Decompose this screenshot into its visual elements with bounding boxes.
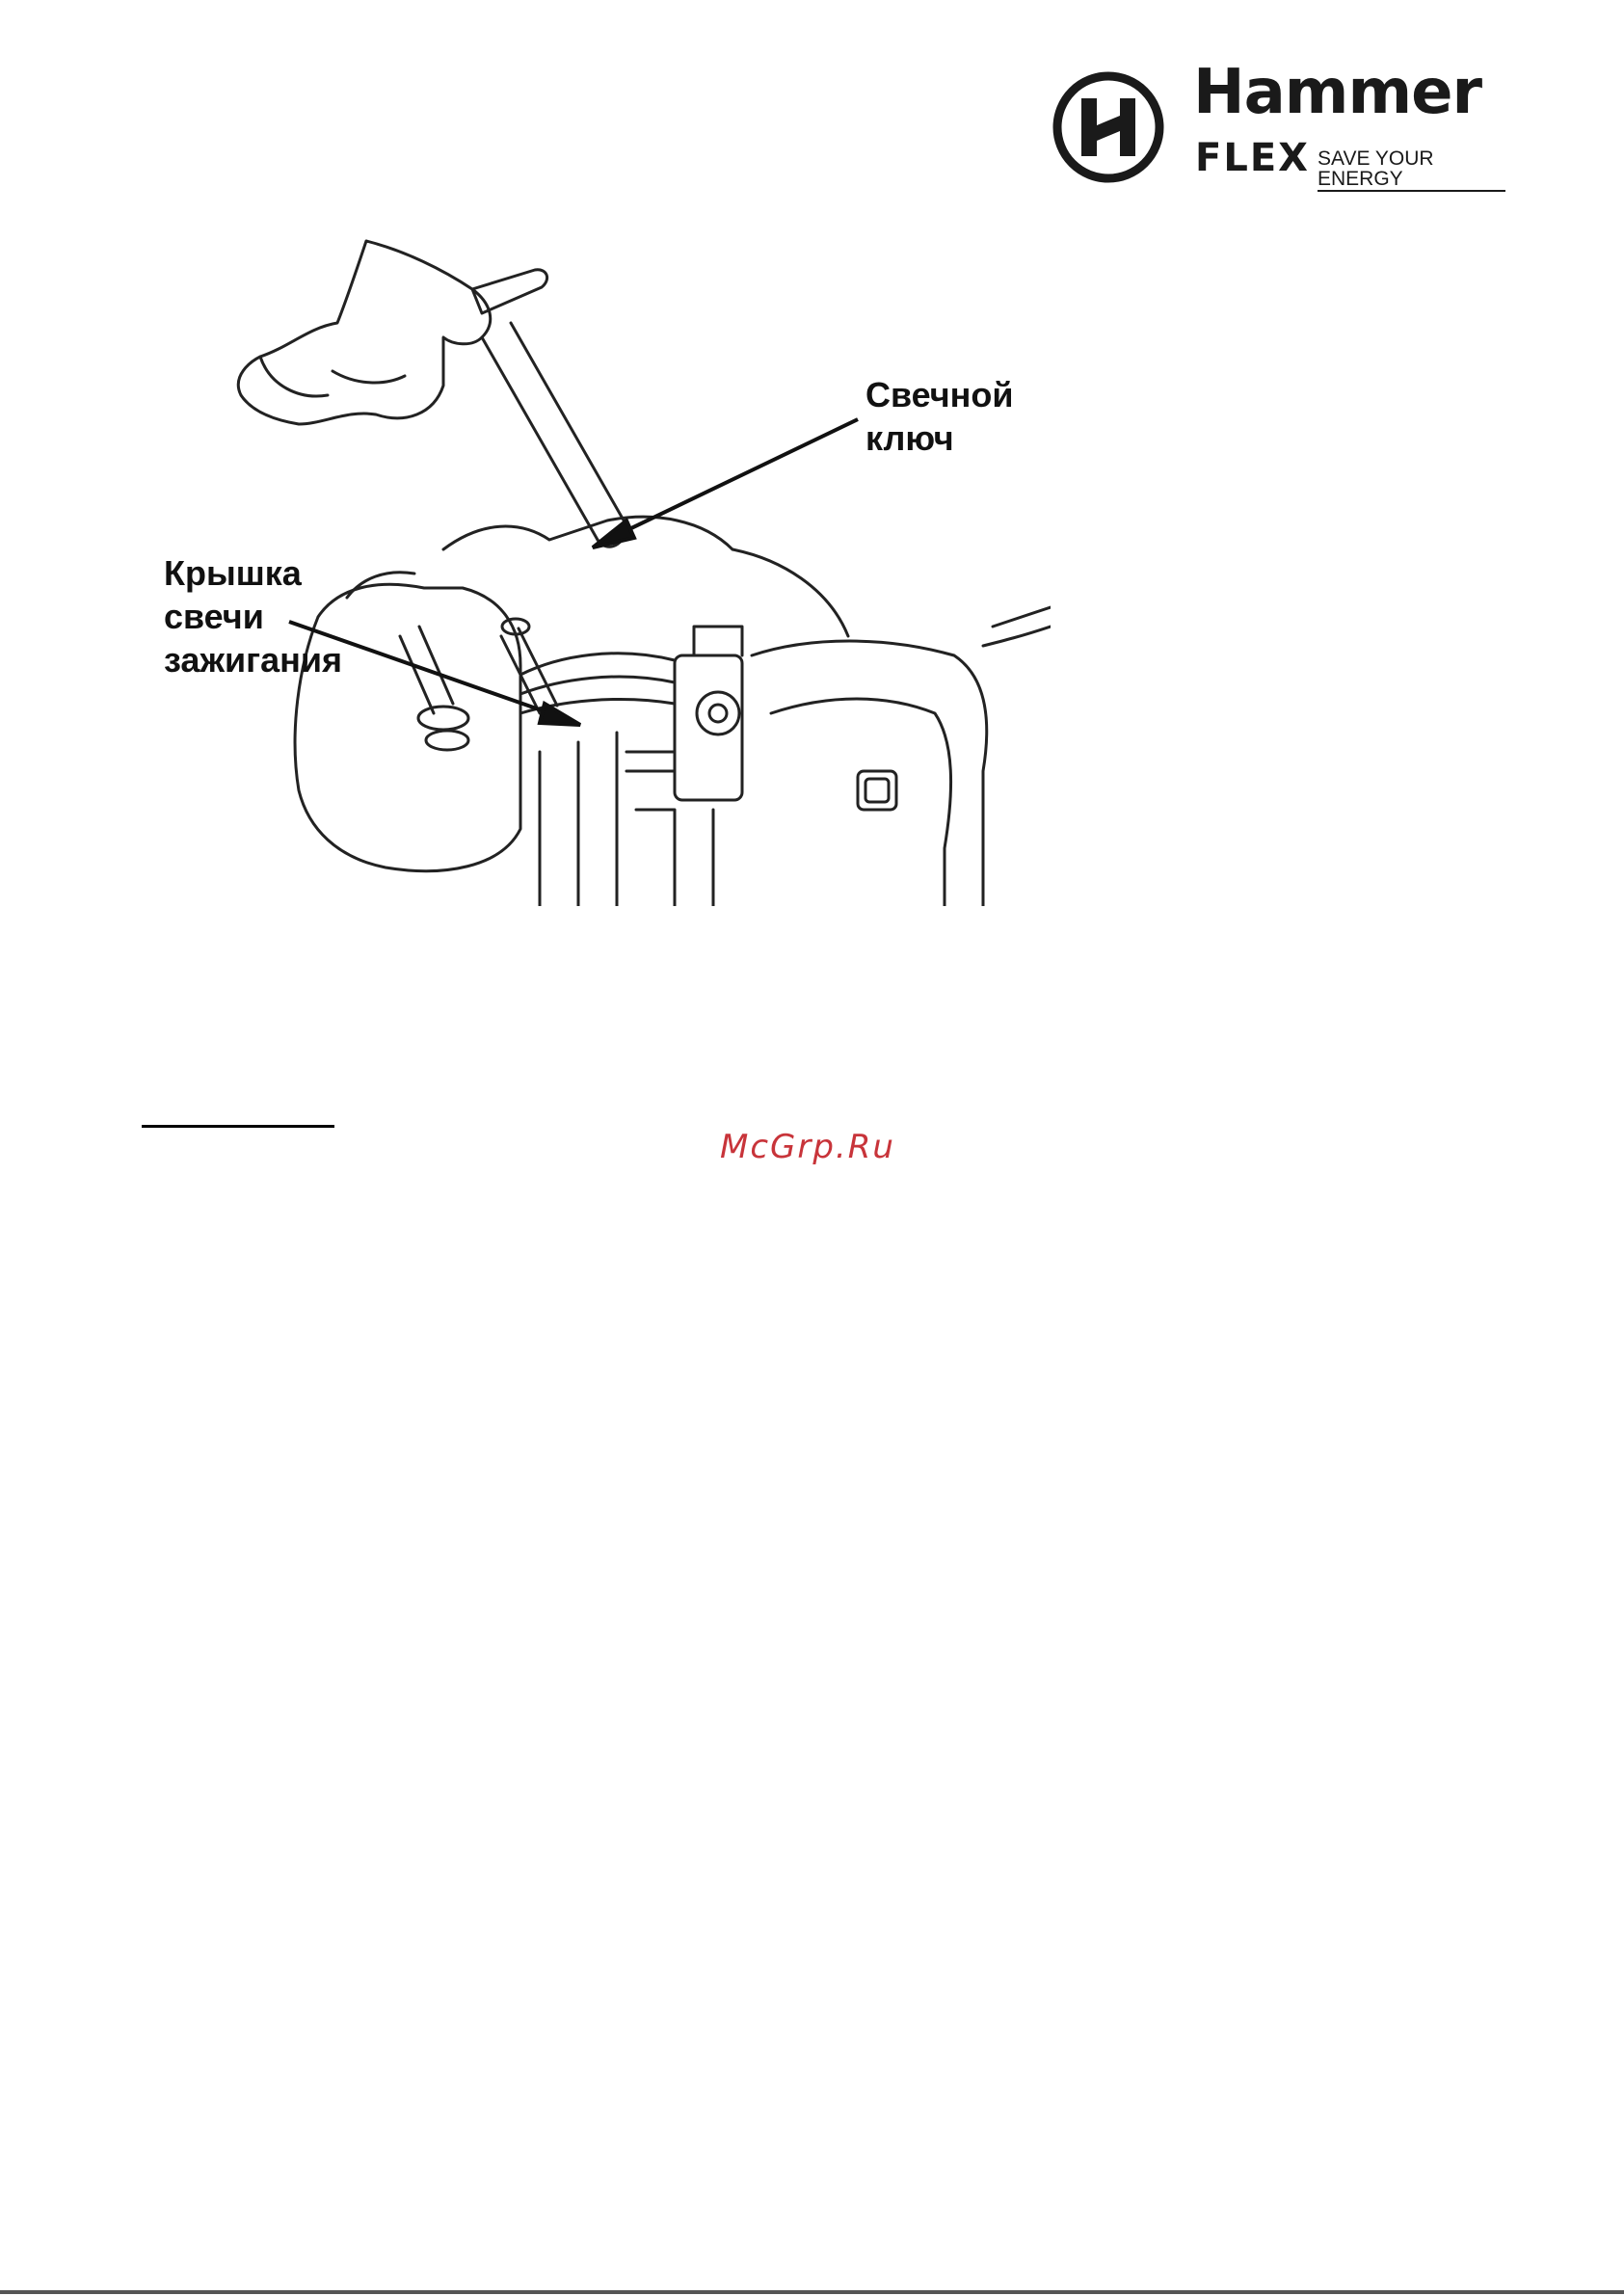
wrench-shaft [482,323,626,540]
wrench-t-bar [472,270,547,313]
footnote-rule [142,1125,334,1128]
logo-brand-name: Hammer [1193,57,1482,128]
callout-line: Крышка [164,553,302,593]
page-bottom-border [0,2290,1624,2294]
watermark-text: McGrp.Ru [720,1128,895,1166]
callout-line: Свечной [865,375,1014,414]
logo-tagline: SAVE YOUR ENERGY [1318,148,1505,192]
callout-line: ключ [865,418,954,458]
hammer-flex-emblem-icon [1052,71,1164,183]
brand-logo [1052,57,1505,190]
cap-arrowhead-icon [540,704,580,725]
callout-line: зажигания [164,640,342,680]
hand-outline [238,241,490,424]
logo-sub-brand: FLEX [1195,136,1310,180]
wrench-leader-line [607,419,858,540]
spark-plug-cap-label [164,551,342,681]
callout-line: свечи [164,597,264,636]
spark-plug-wrench-label [865,373,1014,460]
